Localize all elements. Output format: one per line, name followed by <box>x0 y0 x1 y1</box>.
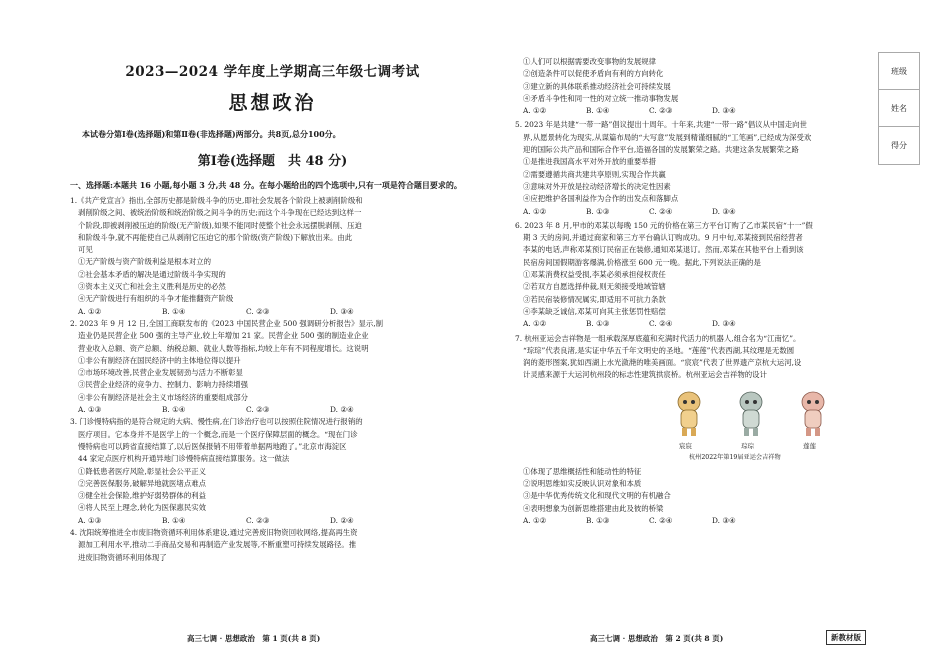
q6-option-b[interactable]: B. ①③ <box>586 319 610 329</box>
q5-line: 5. 2023 年是共建“一带一路”倡议提出十周年。十年来,共建“一带一路”倡议从中国走向世 <box>515 120 807 130</box>
q5-options <box>515 206 870 218</box>
q7-line: 计灵感来源于大运河杭州段的标志性建筑拱宸桥。杭州亚运会吉祥物的设计 <box>523 370 767 380</box>
page-footer-right: 高三七调 · 思想政治 第 2 页(共 8 页) <box>590 634 724 643</box>
question-1 <box>70 195 475 318</box>
q1-options <box>70 306 475 318</box>
exam-title: 2023—2024 学年度上学期高三年级七调考试 <box>125 64 420 80</box>
sidebar-score-field[interactable]: 得分 <box>891 141 907 150</box>
q4-item: ④矛盾斗争性和同一性的对立统一推动事物发展 <box>523 93 679 103</box>
mascot-lianlian-image <box>793 388 833 438</box>
question-7 <box>515 333 870 528</box>
exam-subject: 思想政治 <box>228 92 317 114</box>
q7-option-c[interactable]: C. ②④ <box>649 515 673 525</box>
info-sidebar <box>878 52 920 165</box>
q2-options <box>70 404 475 416</box>
q7-item: ④表明想象为创新思维搭建由此及彼的桥梁 <box>523 503 664 513</box>
q1-item: ①无产阶级与资产阶级利益是根本对立的 <box>78 257 212 267</box>
q4-line: 进废旧物资循环利用体现了 <box>78 552 167 562</box>
question-5 <box>515 119 870 217</box>
q3-item: ③健全社会保险,维护好弱势群体的利益 <box>78 491 206 501</box>
q3-option-c[interactable]: C. ②③ <box>246 515 270 525</box>
q2-item: ④非公有制经济是社会主义市场经济的重要组成部分 <box>78 392 248 402</box>
q2-option-b[interactable]: B. ①④ <box>162 405 186 415</box>
mascot-label-lianlian: 莲莲 <box>803 441 816 450</box>
q7-line: 7. 杭州亚运会吉祥物是一组承载深厚底蕴和充满时代活力的机器人,组合名为“江南忆”。 <box>515 333 801 343</box>
q1-item: ④无产阶级进行有组织的斗争才能推翻资产阶级 <box>78 294 234 304</box>
q5-item: ④应把维护各国利益作为合作的出发点和落脚点 <box>523 194 679 204</box>
left-page <box>70 0 475 655</box>
question-6 <box>515 220 870 331</box>
q6-option-a[interactable]: A. ①② <box>523 319 547 329</box>
q7-item: ①体现了思维概括性和能动性的特征 <box>523 466 642 476</box>
q6-item: ①邓某消费权益受损,李某必须承担侵权责任 <box>523 270 666 280</box>
q7-option-a[interactable]: A. ①② <box>523 515 547 525</box>
q7-item: ②说明思维如实反映认识对象和本质 <box>523 479 642 489</box>
q1-item: ③资本主义灭亡和社会主义胜利是历史的必然 <box>78 282 226 292</box>
q3-line: 3. 门诊慢特病指的是符合规定的大病、慢性病,在门诊治疗也可以按照住院情况进行报销的 <box>70 417 363 427</box>
q4-option-b[interactable]: B. ①④ <box>586 106 610 116</box>
q1-option-b[interactable]: B. ①④ <box>162 306 186 316</box>
q1-line: 可见 <box>78 245 93 255</box>
q4-option-d[interactable]: D. ③④ <box>712 106 736 116</box>
q1-line: 1.《共产党宣言》指出,全部历史都是阶级斗争的历史,即社会发展各个阶段上被剥削阶级和 <box>70 196 363 205</box>
q6-line: 李某的电话,声称邓某预订民宿正在装修,通知邓某退订。然而,邓某在其他平台上看到该 <box>523 245 804 255</box>
q6-item: ③若民宿装修情况属实,即适用不可抗力条款 <box>523 294 666 304</box>
q1-line: 剥削阶级之间、被统治阶级和统治阶级之间斗争的历史;而这个斗争现在已经达到这样一 <box>78 208 362 218</box>
sidebar-class-field[interactable]: 班级 <box>879 53 919 90</box>
question-4-continued <box>515 56 870 117</box>
q3-item: ④将人民至上理念,转化为医保惠民实效 <box>78 503 206 513</box>
q5-item: ②需要遵循共商共建共享原则,实现合作共赢 <box>523 169 666 179</box>
q4-options <box>515 105 870 117</box>
exam-note: 本试卷分第Ⅰ卷(选择题)和第Ⅱ卷(非选择题)两部分。共8页,总分100分。 <box>82 129 341 139</box>
q6-line: 6. 2023 年 8 月,甲市的邓某以每晚 150 元的价格在第三方平台订购了乙市某民宿“十一”假 <box>515 220 813 230</box>
section-heading: 第Ⅰ卷(选择题 共 48 分) <box>197 154 348 169</box>
q1-line: 个阶段,即被剥削被压迫的阶级(无产阶级),如果不能同时使整个社会永远摆脱剥削、压迫 <box>78 220 362 230</box>
question-3 <box>70 416 475 527</box>
page-footer-left: 高三七调 · 思想政治 第 1 页(共 8 页) <box>187 634 321 643</box>
q2-option-d[interactable]: D. ②④ <box>330 405 354 415</box>
q4-item: ②创造条件可以促使矛盾向有利的方向转化 <box>523 69 664 79</box>
q3-option-a[interactable]: A. ①③ <box>78 515 102 525</box>
q7-option-b[interactable]: B. ①③ <box>586 515 610 525</box>
q7-options <box>515 515 870 527</box>
mascot-illustration <box>663 388 841 462</box>
q6-option-d[interactable]: D. ③④ <box>712 319 736 329</box>
q6-item: ④李某缺乏诚信,邓某可向其主张惩罚性赔偿 <box>523 306 666 316</box>
q5-option-d[interactable]: D. ③④ <box>712 206 736 216</box>
q4-item: ①人们可以根据需要改变事物的发展规律 <box>523 57 657 66</box>
right-page <box>515 0 870 655</box>
q7-line: “琮琮”代表良渚,是实证中华五千年文明史的圣地。“莲莲”代表西湖,其纹理是无数圆 <box>523 345 795 355</box>
q4-option-c[interactable]: C. ②③ <box>649 106 673 116</box>
q4-line: 4. 沈阳统筹推进全市废旧物资循环利用体系建设,通过完善废旧物资回收网络,提高再生资 <box>70 528 358 538</box>
q6-item: ②若双方自愿选择仲裁,则无须接受地域管辖 <box>523 282 666 292</box>
q1-option-a[interactable]: A. ①② <box>78 306 102 316</box>
q1-option-d[interactable]: D. ③④ <box>330 306 354 316</box>
question-2 <box>70 318 475 416</box>
q2-item: ①非公有制经济在国民经济中的主体地位得以提升 <box>78 355 241 365</box>
q5-item: ③意味对外开放是拉动经济增长的决定性因素 <box>523 181 671 191</box>
q3-item: ①降低患者医疗风险,彰显社会公平正义 <box>78 466 206 476</box>
q2-line: 造业仍是民营企业 500 强的主导产业,较上年增加 21 家。民营企业 500 强的制造业企业 <box>78 331 369 341</box>
q3-line: 医疗项目。它本身并不是医学上的一个概念,而是一个医疗保障层面的概念。“现在门诊 <box>78 429 358 439</box>
q6-line: 期 3 天的房间,并通过商家和第三方平台确认订购成功。9 月中旬,邓某接到民宿经营者 <box>523 233 803 243</box>
q2-option-a[interactable]: A. ①③ <box>78 405 102 415</box>
q7-line: 润的菱形图案,犹如西湖上水光潋滟的唯美画面。“宸宸”代表了世界遗产京杭大运河,设 <box>523 358 802 368</box>
q1-option-c[interactable]: C. ②③ <box>246 306 270 316</box>
q5-option-c[interactable]: C. ②④ <box>649 206 673 216</box>
q5-item: ①是推进我国高水平对外开放的重要举措 <box>523 157 657 167</box>
q1-item: ②社会基本矛盾的解决是通过阶级斗争实现的 <box>78 269 226 279</box>
q6-option-c[interactable]: C. ②④ <box>649 319 673 329</box>
mascot-chenchen-image <box>669 388 709 438</box>
mascot-label-chenchen: 宸宸 <box>679 441 692 450</box>
edition-badge: 新教材版 <box>826 630 866 645</box>
q5-line: 迎的国际公共产品和国际合作平台,造福各国的发展繁荣之路。共建这条发展繁荣之路 <box>523 145 799 155</box>
q2-item: ③民营企业经济的竞争力、控制力、影响力持续增强 <box>78 380 248 390</box>
mascot-caption: 杭州2022年第19届亚运会吉祥物 <box>689 453 781 461</box>
q6-line: 民宿房间国假期游客爆满,价格涨至 600 元一晚。据此,下列说法正确的是 <box>523 257 761 267</box>
q3-line: 慢特病也可以跨省直接结算了,以后医保报销不用带着单据两地跑了。”北京市海淀区 <box>78 441 347 451</box>
q6-options <box>515 318 870 330</box>
q5-option-b[interactable]: B. ①③ <box>586 206 610 216</box>
q2-line: 营业收入总额、资产总额、纳税总额、就业人数等指标,均较上年有不同程度增长。这说明 <box>78 343 369 353</box>
mascot-congcong-image <box>731 388 771 438</box>
q3-option-d[interactable]: D. ②④ <box>330 515 354 525</box>
q3-options <box>70 515 475 527</box>
q1-line: 和阶级斗争,就不再能使自己从剥削它压迫它的那个阶级(资产阶级)下解放出来。由此 <box>78 232 353 242</box>
q2-line: 2. 2023 年 9 月 12 日,全国工商联发布的《2023 中国民营企业 500 强调研分析报告》显示,制 <box>70 318 384 328</box>
q3-line: 44 家定点医疗机构开通异地门诊慢特病直接结算服务。这一做法 <box>78 454 290 464</box>
q3-item: ②完善医保服务,破解异地就医堵点难点 <box>78 478 206 488</box>
q4-line: 源加工利用水平,推动二手商品交易和再制造产业发展等,不断重塑可持续发展路径。推 <box>78 540 357 550</box>
section-instruction: 一、选择题:本题共 16 小题,每小题 3 分,共 48 分。在每小题给出的四个选项中,只有一项是符合题目要求的。 <box>70 180 462 190</box>
mascot-label-congcong: 琮琮 <box>741 441 754 450</box>
q4-option-a[interactable]: A. ①② <box>523 106 547 116</box>
question-4 <box>70 527 475 564</box>
q3-option-b[interactable]: B. ①④ <box>162 515 186 525</box>
q5-option-a[interactable]: A. ①② <box>523 206 547 216</box>
q5-line: 界,从愿景转化为现实,从谋篇布局的“大写意”发展到精谨细腻的“工笔画”,已经成为深受欢 <box>523 132 812 142</box>
sidebar-name-field[interactable]: 姓名 <box>879 90 919 127</box>
q4-item: ③建立新的具体联系推动经济社会可持续发展 <box>523 81 671 91</box>
q2-option-c[interactable]: C. ②③ <box>246 405 270 415</box>
q7-item: ③是中华优秀传统文化和现代文明的有机融合 <box>523 491 671 501</box>
q2-item: ②市场环境改善,民营企业发展韧劲与活力不断彰显 <box>78 368 243 378</box>
q7-option-d[interactable]: D. ③④ <box>712 515 736 525</box>
